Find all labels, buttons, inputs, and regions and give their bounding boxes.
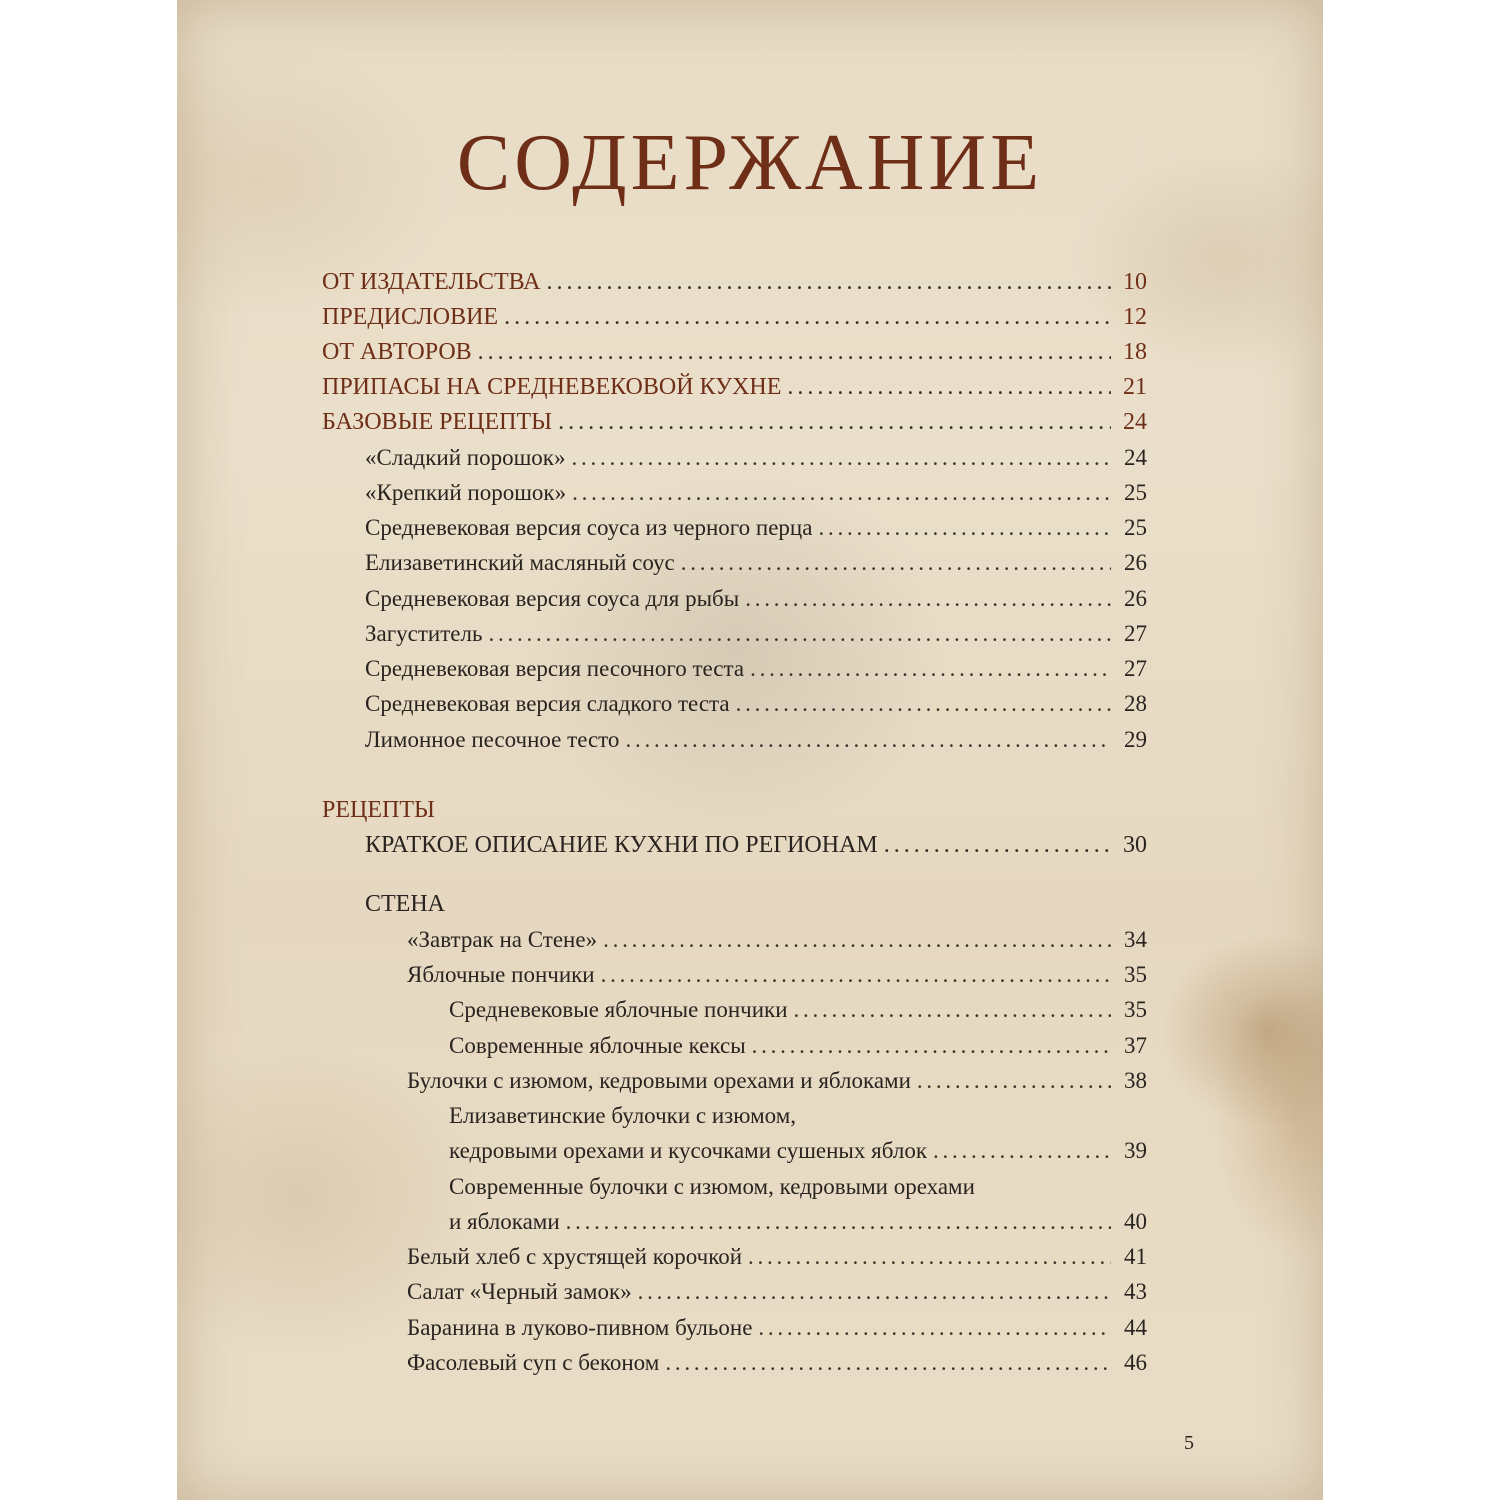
leader-dots — [917, 1064, 1111, 1098]
toc-entry-page: 44 — [1124, 1315, 1147, 1340]
toc-entry-page: 40 — [1124, 1209, 1147, 1234]
toc-entry-label: Яблочные пончики — [407, 962, 595, 987]
toc-entry-label: «Сладкий порошок» — [365, 445, 566, 470]
toc-entry[interactable] — [365, 617, 1147, 651]
toc-entry-page: 26 — [1124, 586, 1147, 611]
toc-entry-page: 25 — [1124, 515, 1147, 540]
toc-entry-page: 34 — [1124, 927, 1147, 952]
leader-dots — [566, 1205, 1111, 1239]
toc-entry[interactable] — [365, 687, 1147, 721]
toc-entry-label: «Крепкий порошок» — [365, 480, 567, 505]
book-page — [177, 0, 1323, 1500]
toc-entry-page: 24 — [1124, 445, 1147, 470]
toc-entry-label: ПРИПАСЫ НА СРЕДНЕВЕКОВОЙ КУХНЕ — [322, 374, 782, 400]
leader-dots — [665, 1346, 1111, 1380]
toc-entry-page: 18 — [1123, 339, 1147, 365]
toc-entry-label: Лимонное песочное тесто — [365, 727, 620, 752]
toc-entry[interactable] — [365, 511, 1147, 545]
page-title: СОДЕРЖАНИЕ — [456, 119, 1044, 207]
toc-entry[interactable] — [407, 1275, 1147, 1309]
toc-entry-label-line1: Елизаветинские булочки с изюмом, — [449, 1103, 797, 1128]
leader-dots — [736, 687, 1111, 721]
toc-entry[interactable] — [407, 1311, 1147, 1345]
toc-entry-page: 39 — [1124, 1138, 1147, 1163]
table-of-contents — [322, 265, 1147, 1405]
toc-entry-page: 21 — [1123, 374, 1147, 400]
leader-dots — [748, 1240, 1111, 1274]
toc-entry-label: Белый хлеб с хрустящей корочкой — [407, 1244, 743, 1269]
toc-entry-label: БАЗОВЫЕ РЕЦЕПТЫ — [322, 409, 553, 435]
leader-dots — [478, 335, 1111, 369]
toc-entry[interactable] — [449, 1205, 1147, 1239]
toc-entry-label: ПРЕДИСЛОВИЕ — [322, 304, 499, 330]
toc-entry-label: Баранина в луково-пивном бульоне — [407, 1315, 753, 1340]
toc-entry-page: 30 — [1123, 832, 1147, 858]
leader-dots — [884, 828, 1111, 862]
toc-entry-label: Средневековая версия соуса из черного перца — [365, 515, 813, 540]
leader-dots — [745, 582, 1111, 616]
leader-dots — [625, 723, 1111, 757]
toc-entry-label: Булочки с изюмом, кедровыми орехами и яблоками — [407, 1068, 911, 1093]
toc-entry-label: Средневековая версия сладкого теста — [365, 691, 730, 716]
leader-dots — [752, 1029, 1111, 1063]
leader-dots — [758, 1311, 1111, 1345]
toc-entry[interactable] — [407, 958, 1147, 992]
leader-dots — [818, 511, 1111, 545]
toc-entry-page: 29 — [1124, 727, 1147, 752]
toc-entry[interactable] — [449, 1029, 1147, 1063]
leader-dots — [571, 441, 1111, 475]
toc-entry-page: 46 — [1124, 1350, 1147, 1375]
leader-dots — [933, 1134, 1111, 1168]
toc-entry[interactable] — [365, 828, 1147, 862]
toc-entry-page: 12 — [1123, 304, 1147, 330]
toc-entry[interactable] — [407, 1240, 1147, 1274]
toc-entry[interactable] — [322, 265, 1147, 299]
toc-entry-page: 25 — [1124, 480, 1147, 505]
toc-entry-label: Фасолевый суп с беконом — [407, 1350, 660, 1375]
toc-entry-page: 41 — [1124, 1244, 1147, 1269]
toc-entry-label: ОТ ИЗДАТЕЛЬСТВА — [322, 269, 541, 295]
toc-entry-label: кедровыми орехами и кусочками сушеных яблок — [449, 1138, 927, 1163]
toc-entry-label: Средневековая версия песочного теста — [365, 656, 745, 681]
leader-dots — [504, 300, 1111, 334]
region-heading: СТЕНА — [365, 891, 445, 917]
toc-entry-label: ОТ АВТОРОВ — [322, 339, 472, 365]
toc-entry-page: 43 — [1124, 1279, 1147, 1304]
toc-entry[interactable] — [407, 1346, 1147, 1380]
leader-dots — [750, 652, 1111, 686]
toc-entry[interactable] — [322, 370, 1147, 404]
leader-dots — [787, 370, 1111, 404]
toc-entry[interactable] — [322, 405, 1147, 439]
toc-entry-label: КРАТКОЕ ОПИСАНИЕ КУХНИ ПО РЕГИОНАМ — [365, 832, 878, 858]
section-heading-recipes: РЕЦЕПТЫ — [322, 797, 435, 823]
toc-entry-label: Средневековая версия соуса для рыбы — [365, 586, 740, 611]
toc-entry[interactable] — [449, 993, 1147, 1027]
toc-entry-page: 35 — [1124, 997, 1147, 1022]
toc-entry-label: Загуститель — [365, 621, 483, 646]
toc-entry-page: 35 — [1124, 962, 1147, 987]
toc-entry-page: 38 — [1124, 1068, 1147, 1093]
toc-entry-page: 27 — [1124, 621, 1147, 646]
toc-entry-label: «Завтрак на Стене» — [407, 927, 598, 952]
leader-dots — [681, 546, 1111, 580]
toc-entry[interactable] — [365, 582, 1147, 616]
toc-entry-label: и яблоками — [449, 1209, 560, 1234]
toc-entry-page: 10 — [1123, 269, 1147, 295]
leader-dots — [638, 1275, 1111, 1309]
leader-dots — [603, 923, 1111, 957]
leader-dots — [601, 958, 1111, 992]
leader-dots — [546, 265, 1111, 299]
leader-dots — [572, 476, 1111, 510]
toc-entry-page: 27 — [1124, 656, 1147, 681]
toc-entry[interactable] — [407, 1064, 1147, 1098]
toc-entry[interactable] — [365, 652, 1147, 686]
toc-entry-label: Салат «Черный замок» — [407, 1279, 632, 1304]
toc-entry-label: Современные яблочные кексы — [449, 1033, 746, 1058]
toc-entry-page: 26 — [1124, 550, 1147, 575]
toc-entry[interactable] — [365, 723, 1147, 757]
toc-entry-label: Елизаветинский масляный соус — [365, 550, 675, 575]
toc-entry[interactable] — [322, 335, 1147, 369]
toc-entry[interactable] — [365, 441, 1147, 475]
toc-entry[interactable] — [449, 1134, 1147, 1168]
toc-entry[interactable] — [365, 476, 1147, 510]
toc-entry-label-line1: Современные булочки с изюмом, кедровыми орехами — [449, 1174, 975, 1199]
toc-entry-page: 37 — [1124, 1033, 1147, 1058]
page-number: 5 — [1184, 1432, 1194, 1454]
leader-dots — [794, 993, 1111, 1027]
toc-entry[interactable] — [407, 923, 1147, 957]
toc-entry-page: 28 — [1124, 691, 1147, 716]
toc-entry[interactable] — [322, 300, 1147, 334]
leader-dots — [558, 405, 1111, 439]
toc-entry-label: Средневековые яблочные пончики — [449, 997, 788, 1022]
toc-entry-page: 24 — [1123, 409, 1147, 435]
toc-entry[interactable] — [365, 546, 1147, 580]
leader-dots — [488, 617, 1111, 651]
